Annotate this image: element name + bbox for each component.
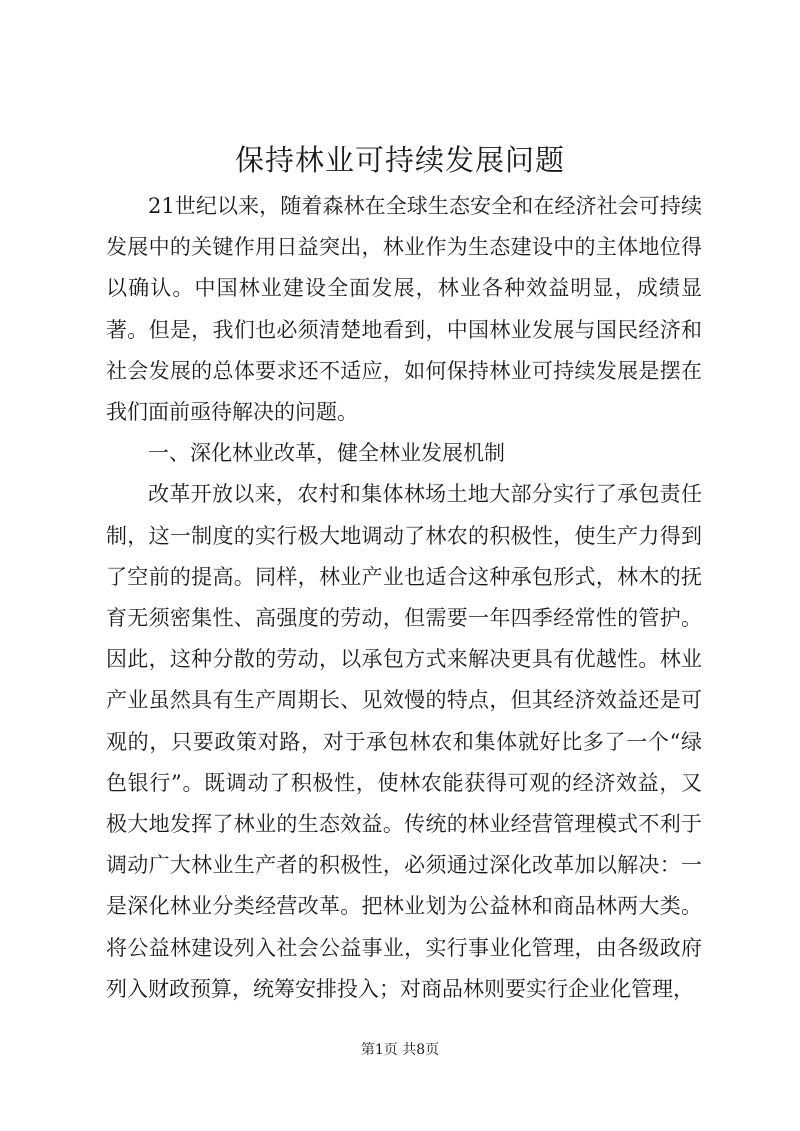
page-title: 保持林业可持续发展问题	[234, 143, 565, 177]
paragraph-intro: 21世纪以来，随着森林在全球生态安全和在经济社会可持续发展中的关键作用日益突出，林业作为生态建设中的主体地位得以确认。中国林业建设全面发展，林业各种效益明显，成绩显著。但是，我们也必须清楚地看到，中国林业发展与国民经济和社会发展的总体要求还不适应，如何保持林业可持续发展是摆在我们面前亟待解决的问题。	[106, 194, 702, 425]
paragraph-reform: 改革开放以来，农村和集体林场土地大部分实行了承包责任制，这一制度的实行极大地调动了林农的积极性，使生产力得到了空前的提高。同样，林业产业也适合这种承包形式，林木的抚育无须密集性、高强度的劳动，但需要一年四季经常性的管护。因此，这种分散的劳动，以承包方式来解决更具有优越性。林业产业虽然具有生产周期长、见效慢的特点，但其经济效益还是可观的，只要政策对路，对于承包林农和集体就好比多了一个“绿色银行”。既调动了积极性，使林农能获得可观的经济效益，又极大地发挥了林业的生态效益。传统的林业经营管理模式不利于调动广大林业生产者的积极性，必须通过深化改革加以解决：一是深化林业分类经营改革。把林业划为公益林和商品林两大类。将公益林建设列入社会公益事业，实行事业化管理，由各级政府列入财政预算，统筹安排投入；对商品林则要实行企业化管理，	[106, 482, 702, 1001]
document-body	[106, 186, 702, 1010]
section-heading: 一、深化林业改革，健全林业发展机制	[148, 441, 505, 466]
page-footer: 第1页 共8页	[360, 1042, 440, 1058]
